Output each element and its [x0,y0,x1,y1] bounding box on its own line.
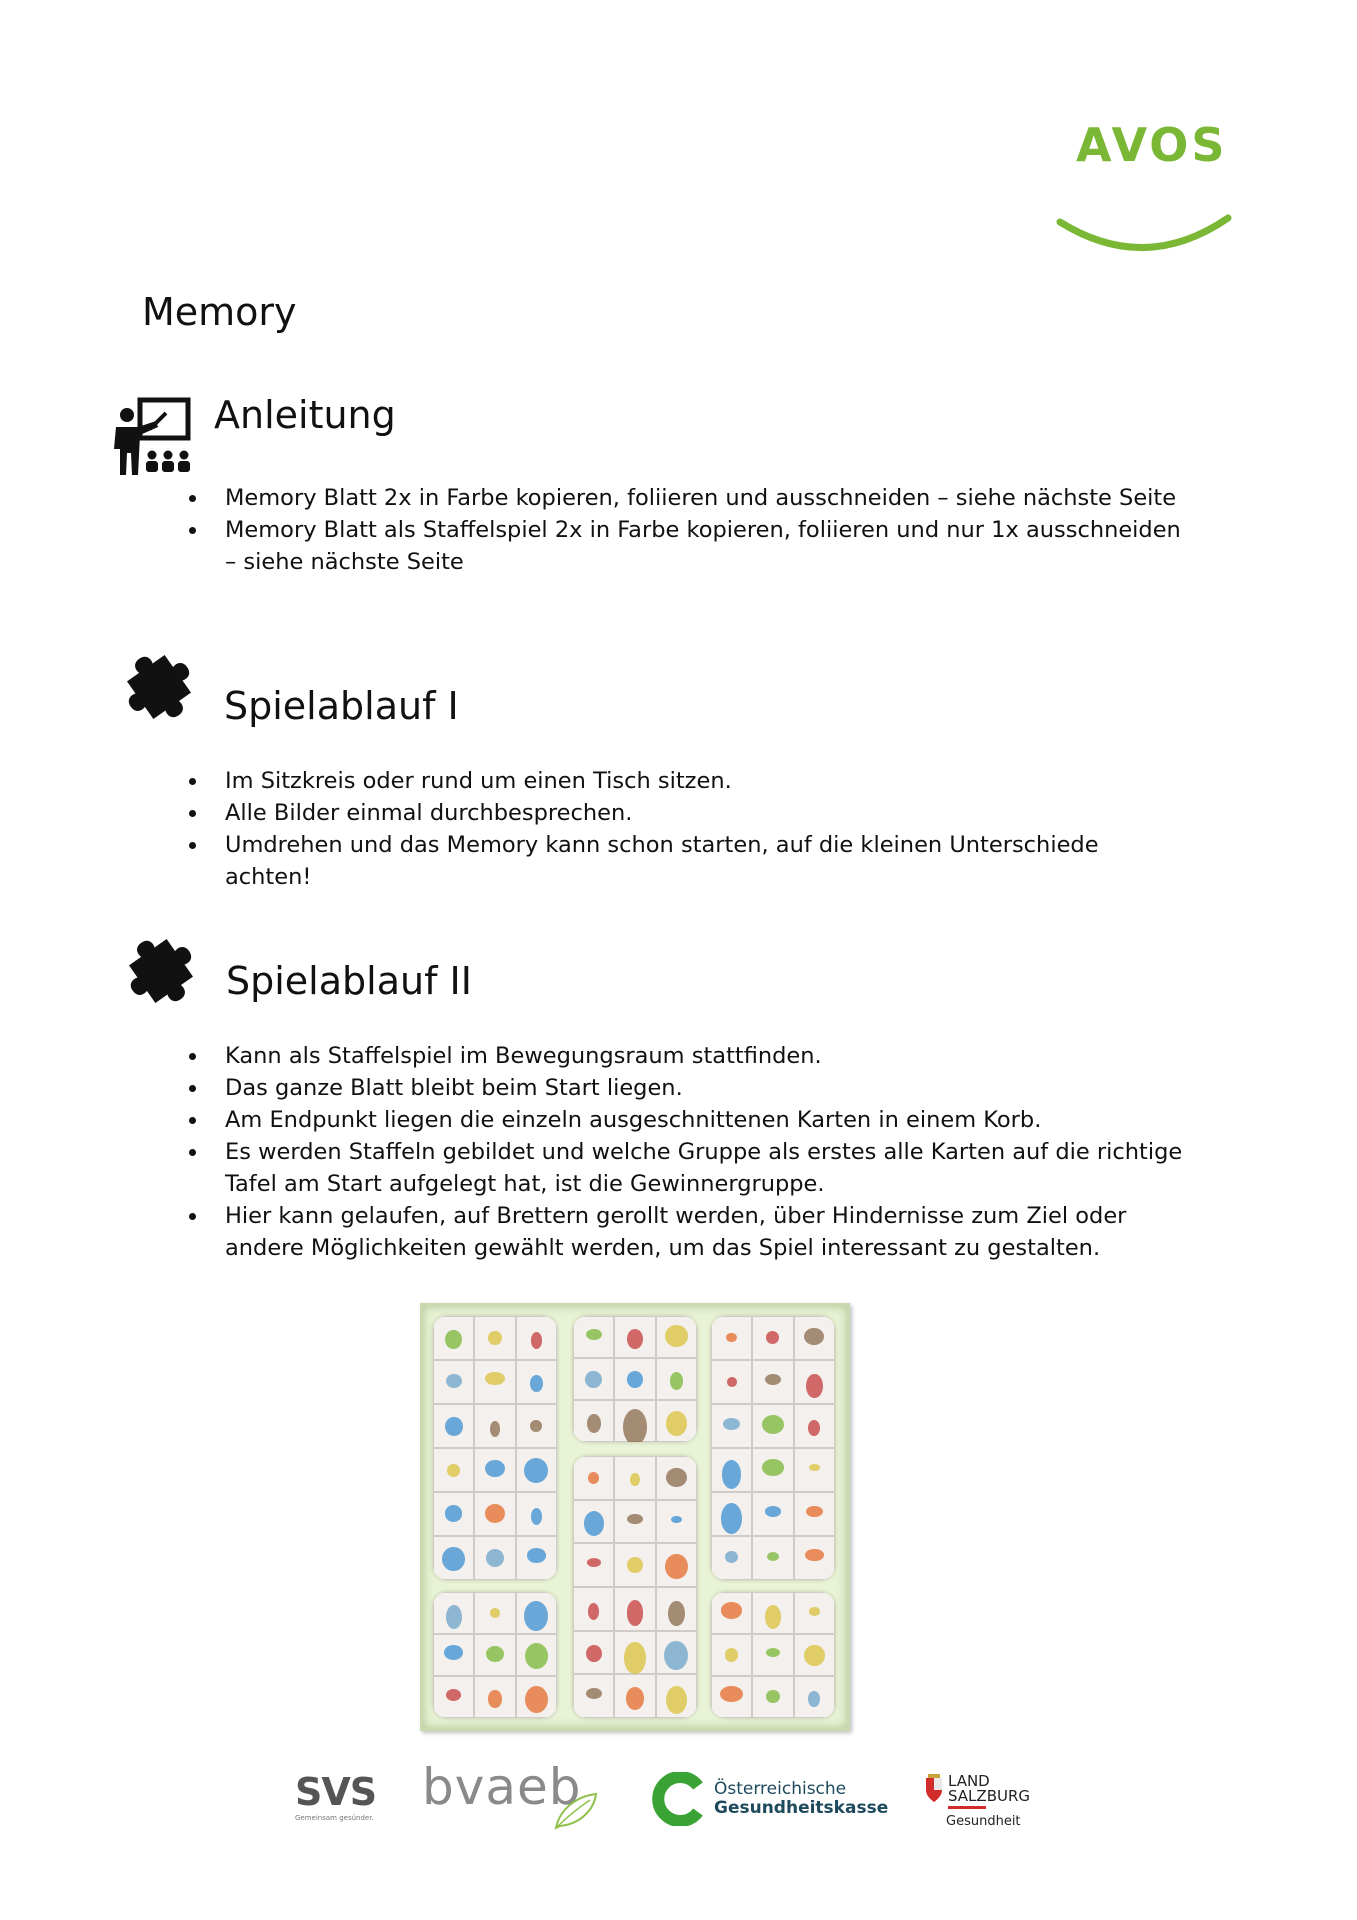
section-heading-anleitung: Anleitung [214,393,396,437]
card-picture [527,1548,546,1562]
card-picture [726,1333,736,1343]
list-item: Es werden Staffeln gebildet und welche Gruppe als erstes alle Karten auf die richtige Tafel am Start aufgelegt hat, ist die Gewinnergruppe. [225,1136,1185,1200]
card-picture [809,1607,820,1616]
card-picture [666,1468,686,1487]
card-picture [666,1411,686,1436]
card-picture [587,1414,601,1433]
spielablauf-2-list [225,1040,1185,1264]
page-title: Memory [142,290,297,334]
card-picture [486,1646,503,1662]
anleitung-list [225,482,1185,578]
card-picture [808,1691,820,1707]
card-picture [445,1330,462,1350]
memory-card [711,1592,835,1718]
oegk-line1: Österreichische [714,1779,847,1799]
card-picture [488,1690,501,1708]
land-line3: Gesundheit [946,1814,1021,1829]
coat-of-arms-icon [924,1774,944,1804]
list-item: Memory Blatt als Staffelspiel 2x in Farbe kopieren, foliieren und nur 1x ausschneiden – siehe nächste Seite [225,514,1185,578]
card-picture [586,1329,602,1340]
svs-logo-text: SVS [295,1770,377,1814]
card-picture [762,1459,784,1476]
card-picture [623,1409,647,1442]
card-picture [530,1375,543,1392]
oegk-line2: Gesundheitskasse [714,1798,889,1818]
card-picture [765,1374,781,1385]
card-picture [627,1371,643,1388]
card-picture [585,1371,602,1389]
memory-cards-photo [420,1303,850,1731]
smile-icon [1050,210,1240,260]
card-picture [447,1464,460,1477]
red-underline [948,1806,986,1809]
card-picture [442,1547,464,1571]
memory-card [433,1316,557,1580]
list-item: Umdrehen und das Memory kann schon starten, auf die kleinen Unterschiede achten! [225,829,1185,893]
list-item: Am Endpunkt liegen die einzeln ausgeschnittenen Karten in einem Korb. [225,1104,1185,1136]
list-item: Das ganze Blatt bleibt beim Start liegen. [225,1072,1185,1104]
card-picture [446,1605,462,1629]
card-picture [624,1642,645,1674]
card-picture [668,1601,684,1627]
oegk-ring-icon [652,1772,706,1826]
card-picture [805,1549,824,1562]
card-picture [531,1332,542,1348]
card-picture [488,1331,501,1345]
card-picture [766,1690,779,1703]
land-line1: LAND [948,1772,990,1790]
card-picture [445,1505,463,1521]
section-heading-spielablauf-1: Spielablauf I [224,684,459,728]
bvaeb-logo-text: bvaeb [422,1758,582,1816]
card-picture [665,1325,688,1347]
card-picture [804,1645,824,1667]
card-picture [587,1558,601,1567]
card-picture [725,1648,739,1662]
card-picture [586,1688,602,1699]
avos-logo-text: AVOS [1076,118,1228,172]
card-picture [665,1554,688,1580]
card-picture [722,1460,741,1488]
memory-card [573,1456,697,1718]
card-picture [670,1372,683,1390]
list-item: Hier kann gelaufen, auf Brettern gerollt werden, über Hindernisse zum Ziel oder andere Möglichkeiten gewählt werden, um das Spiel interessant zu gestalten. [225,1200,1185,1264]
list-item: Memory Blatt 2x in Farbe kopieren, foliieren und ausschneiden – siehe nächste Seite [225,482,1185,514]
leaf-icon [550,1788,600,1832]
teacher-presentation-icon [110,397,196,477]
card-picture [767,1552,779,1561]
card-picture [627,1514,642,1524]
list-item: Kann als Staffelspiel im Bewegungsraum stattfinden. [225,1040,1185,1072]
card-picture [627,1329,643,1349]
card-picture [723,1418,740,1430]
card-picture [666,1686,687,1714]
card-picture [765,1506,782,1517]
card-picture [727,1377,737,1387]
card-picture [446,1374,462,1388]
bvaeb-logo [422,1758,581,1816]
card-picture [584,1511,604,1536]
avos-logo [1050,110,1240,260]
card-picture [485,1460,504,1477]
card-picture [766,1648,781,1657]
list-item: Alle Bilder einmal durchbesprechen. [225,797,1185,829]
spielablauf-1-list [225,765,1185,893]
memory-card [573,1316,697,1442]
puzzle-piece-icon [120,930,202,1012]
card-picture [806,1374,822,1398]
card-picture [626,1687,644,1709]
svs-tagline: Gemeinsam gesünder. [295,1814,374,1822]
card-picture [627,1557,643,1573]
card-picture [525,1686,548,1713]
memory-card [711,1316,835,1580]
card-picture [586,1645,602,1662]
card-picture [765,1605,781,1629]
card-picture [445,1417,463,1436]
card-picture [720,1686,743,1702]
puzzle-piece-icon [118,646,200,728]
section-heading-spielablauf-2: Spielablauf II [226,959,472,1003]
list-item: Im Sitzkreis oder rund um einen Tisch sitzen. [225,765,1185,797]
land-line2: SALZBURG [948,1787,1031,1805]
memory-card [433,1592,557,1718]
svs-logo [295,1770,376,1822]
card-picture [806,1506,823,1517]
card-picture [664,1641,688,1670]
